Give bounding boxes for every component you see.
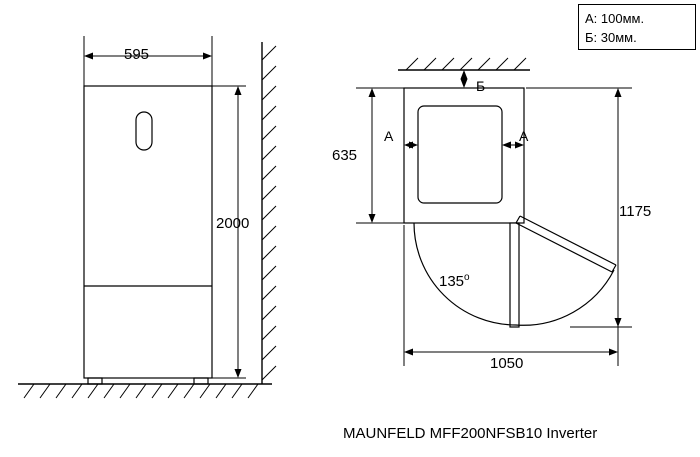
gap-a-right-label: А	[519, 128, 529, 144]
door-angle-value: 135	[439, 273, 465, 290]
plan-swing-width-label: 1050	[490, 355, 524, 372]
front-elevation-drawing	[0, 0, 330, 420]
legend-line-a: А: 100мм.	[585, 11, 645, 26]
legend-box	[578, 4, 696, 50]
plan-depth-label: 635	[332, 147, 358, 164]
front-height-label: 2000	[216, 215, 250, 232]
plan-total-depth-label: 1175	[619, 203, 652, 220]
front-width-label: 595	[124, 46, 150, 63]
legend-line-b: Б: 30мм.	[585, 30, 637, 45]
gap-a-left-label: А	[384, 128, 394, 144]
gap-b-label: Б	[476, 78, 486, 94]
door-angle-degree-symbol: o	[464, 272, 470, 283]
door-angle-label	[439, 272, 470, 290]
model-caption: MAUNFELD MFF200NFSB10 Inverter	[343, 425, 598, 442]
